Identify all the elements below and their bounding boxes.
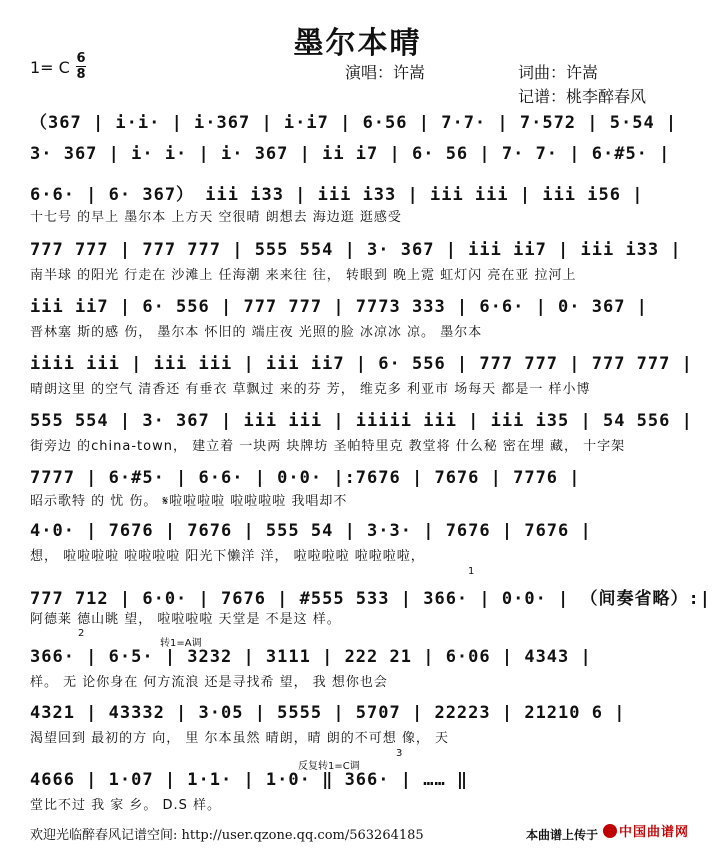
notation-line: 555 554 | 3· 367 | iii iii | iiiii iii | iii i35 | 54 556 | (30, 411, 693, 431)
singer-credit: 演唱：许嵩 (345, 63, 426, 82)
site-logo[interactable] (603, 821, 689, 840)
meter-bottom: 8 (76, 67, 86, 82)
ending-number-2: 2 (78, 628, 85, 639)
time-signature (76, 52, 86, 81)
lyric-line: 阿德莱 德山眺 望， 啦啦啦啦 天堂是 不是这 样。 (30, 612, 341, 627)
score-title: 墨尔本晴 (293, 26, 422, 61)
triplet-number: 3 (396, 748, 403, 759)
notation-line: 4666 | 1·07 | 1·1· | 1·0· ‖ 366· | …… ‖ (30, 770, 469, 790)
lyric-line: 街旁边 的china-town， 建立着 一块两 块牌坊 圣帕特里克 教堂将 什么秘 密在埋 藏， 十字架 (30, 439, 626, 454)
notation-line: iii ii7 | 6· 556 | 777 777 | 7773 333 | 6·6· | 0· 367 | (30, 297, 648, 317)
notation-line: 777 712 | 6·0· | 7676 | #555 533 | 366· | 0·0· | （间奏省略）:| (30, 589, 711, 609)
lyric-line: 堂比不过 我 家 乡。 D.S 样。 (30, 798, 222, 813)
logo-icon (603, 824, 617, 838)
lyric-line: 南半球 的阳光 行走在 沙滩上 任海潮 来来往 往， 转眼到 晚上霓 虹灯闪 亮在亚 拉河上 (30, 268, 577, 283)
notation-line: 366· | 6·5· | 3232 | 3111 | 222 21 | 6·06 | 4343 | (30, 647, 592, 667)
lyric-line: 样。 无 论你身在 何方流浪 还是寻找希 望， 我 想你也会 (30, 675, 388, 690)
transcriber-credit: 记谱：桃李醉春风 (518, 87, 647, 106)
modulation-a: 转1=A调 (160, 638, 202, 649)
notation-line: 4·0· | 7676 | 7676 | 555 54 | 3·3· | 7676 | 7676 | (30, 521, 592, 541)
lyric-line: 渴望回到 最初的方 向， 里 尔本虽然 晴朗，晴 朗的不可想 像， 天 (30, 731, 450, 746)
lyric-line: 晋林塞 斯的感 伤， 墨尔本 怀旧的 端庄夜 光照的脸 冰凉冰 凉。 墨尔本 (30, 325, 483, 340)
meter-top: 6 (76, 51, 86, 66)
visit-link-text[interactable]: 欢迎光临醉春风记谱空间: http://user.qzone.qq.com/563264185 (30, 828, 424, 843)
notation-line: 4321 | 43332 | 3·05 | 5555 | 5707 | 22223 | 21210 6 | (30, 703, 626, 723)
lyric-line: 晴朗这里 的空气 清香还 有垂衣 草飘过 来的芬 芳， 维克多 利亚市 场每天 都是一 样小博 (30, 382, 591, 397)
notation-line: （367 | i·i· | i·367 | i·i7 | 6·56 | 7·7· | 7·572 | 5·54 | (30, 113, 678, 133)
notation-line: 7777 | 6·#5· | 6·6· | 0·0· |:7676 | 7676 | 7776 | (30, 468, 581, 488)
modulation-c: 反复转1=C调 (298, 761, 360, 772)
lyric-line: 想， 啦啦啦啦 啦啦啦啦 阳光下懒洋 洋， 啦啦啦啦 啦啦啦啦， (30, 549, 425, 564)
upload-note: 本曲谱上传于 (526, 828, 599, 842)
notation-line: 777 777 | 777 777 | 555 554 | 3· 367 | iii ii7 | iii i33 | (30, 240, 682, 260)
notation-line: 3· 367 | i· i· | i· 367 | ii i7 | 6· 56 | 7· 7· | 6·#5· | (30, 144, 671, 164)
notation-line: iiii iii | iii iii | iii ii7 | 6· 556 | 777 777 | 777 777 | (30, 354, 693, 374)
lyric-line: 昭示歌特 的 忧 伤。 𝄋啦啦啦啦 啦啦啦啦 我唱却不 (30, 494, 348, 509)
lyric-line: 十七号 的早上 墨尔本 上方天 空很晴 朗想去 海边逛 逛感受 (30, 210, 402, 225)
ending-number-1: 1 (468, 566, 475, 577)
notation-line: 6·6· | 6· 367） iii i33 | iii i33 | iii iii | iii i56 | (30, 185, 644, 205)
composer-credit: 词曲：许嵩 (518, 63, 599, 82)
key-signature: 1= C (30, 58, 70, 77)
site-name: 中国曲谱网 (619, 825, 690, 840)
